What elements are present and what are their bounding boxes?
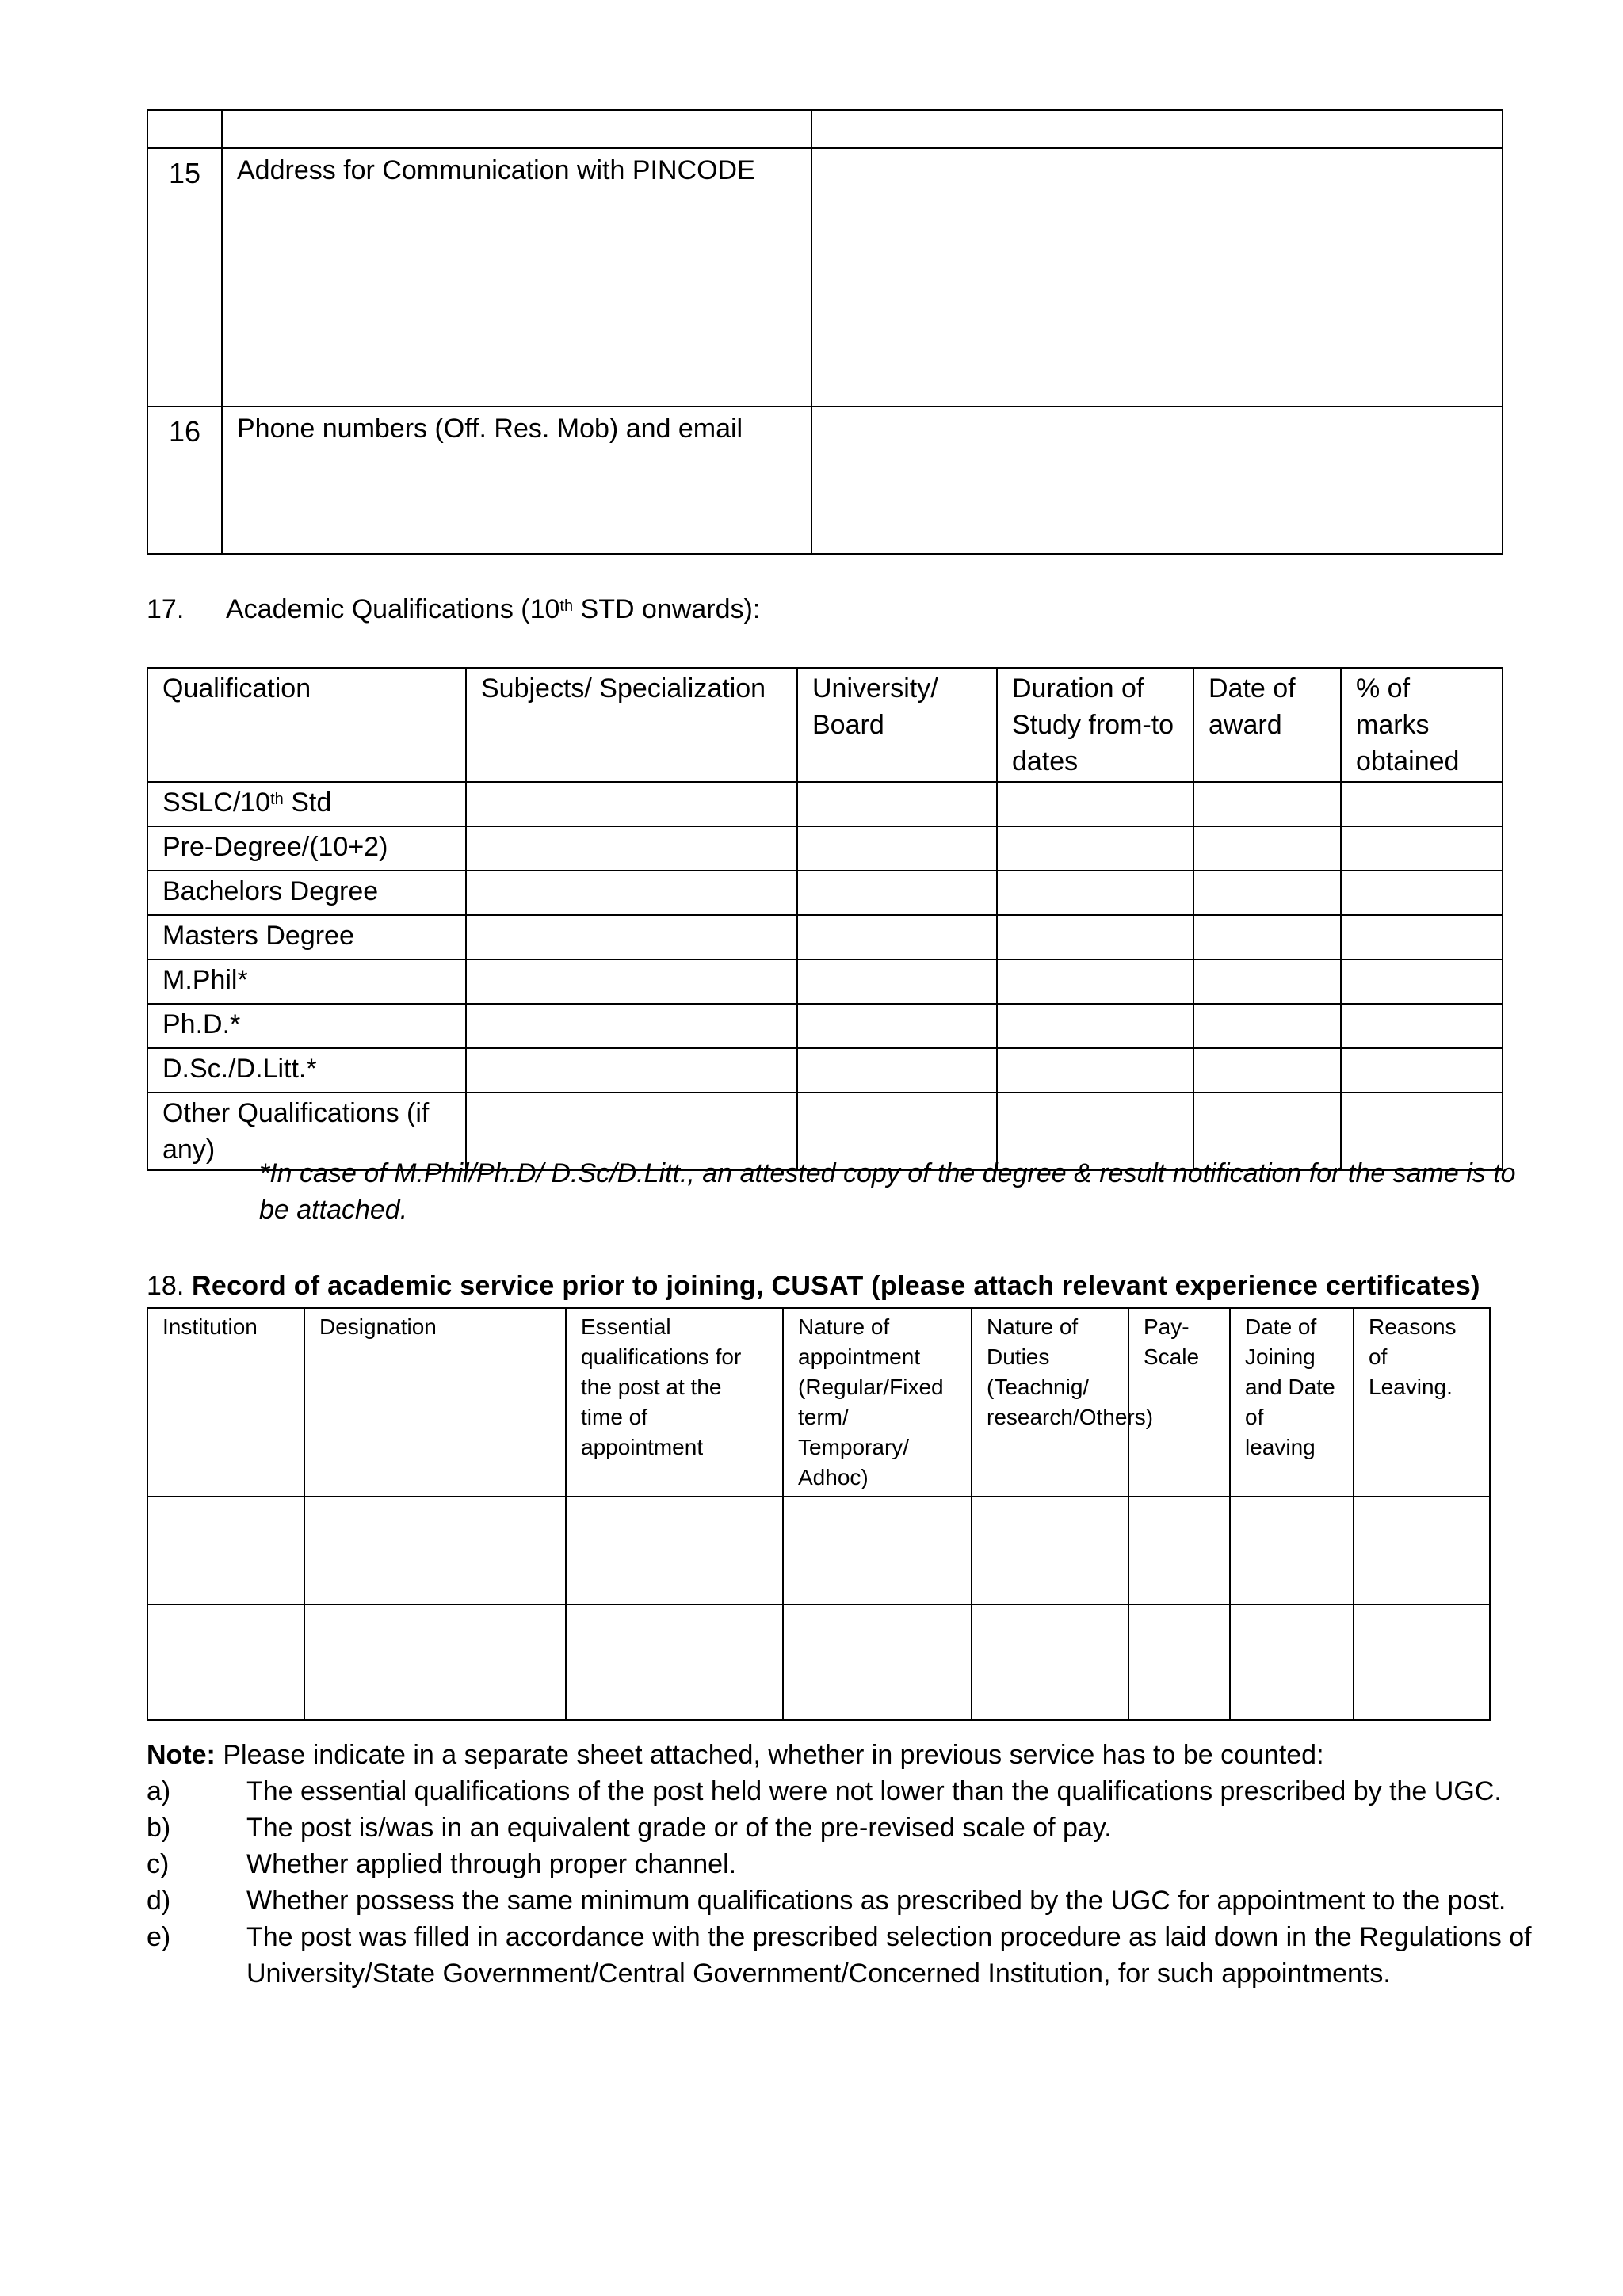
academic-service-table <box>147 1307 1491 1721</box>
answer-cell[interactable] <box>797 782 997 826</box>
academic-qualifications-table <box>147 667 1503 1171</box>
row-label: Phone numbers (Off. Res. Mob) and email <box>222 406 812 554</box>
table-row <box>147 915 1503 959</box>
title-text: STD onwards): <box>573 594 761 624</box>
answer-cell[interactable] <box>797 959 997 1004</box>
table-row <box>147 959 1503 1004</box>
answer-cell[interactable] <box>1193 871 1341 915</box>
list-text: Whether possess the same minimum qualifications as prescribed by the UGC for appointment to the post. <box>246 1886 1507 1916</box>
answer-cell[interactable] <box>997 826 1193 871</box>
answer-cell[interactable] <box>1341 826 1503 871</box>
header-row <box>147 668 1503 782</box>
note-label: Note: <box>147 1740 216 1770</box>
answer-cell[interactable] <box>1230 1497 1354 1604</box>
table-row <box>147 110 1503 148</box>
label-text: SSLC/10 <box>162 788 271 818</box>
row-label: D.Sc./D.Litt.* <box>147 1048 466 1093</box>
answer-cell[interactable] <box>972 1497 1128 1604</box>
answer-cell[interactable] <box>797 1048 997 1093</box>
list-text: The essential qualifications of the post held were not lower than the qualifications prescribed by the UGC. <box>246 1776 1502 1806</box>
row-label: Bachelors Degree <box>147 871 466 915</box>
answer-cell[interactable] <box>466 782 797 826</box>
answer-cell[interactable] <box>566 1604 783 1720</box>
list-item <box>147 1882 1541 1919</box>
answer-cell[interactable] <box>997 871 1193 915</box>
column-header: University/ Board <box>797 668 997 782</box>
column-header: Date of Joining and Date of leaving <box>1230 1308 1354 1497</box>
header-row <box>147 1308 1490 1497</box>
column-header: Duration of Study from-to dates <box>997 668 1193 782</box>
phone-answer-cell[interactable] <box>812 406 1503 554</box>
answer-cell[interactable] <box>147 1497 304 1604</box>
qualifications-footnote: *In case of M.Phil/Ph.D/ D.Sc/D.Litt., an attested copy of the degree & result notification for the same is to be attached. <box>259 1158 1516 1225</box>
row-label: Masters Degree <box>147 915 466 959</box>
row-number: 16 <box>147 406 222 554</box>
table-row <box>147 1004 1503 1048</box>
answer-cell[interactable] <box>466 1048 797 1093</box>
column-header: Subjects/ Specialization <box>466 668 797 782</box>
answer-cell[interactable] <box>147 1604 304 1720</box>
row-label: Address for Communication with PINCODE <box>222 148 812 406</box>
answer-cell[interactable] <box>797 826 997 871</box>
address-answer-cell[interactable] <box>812 148 1503 406</box>
answer-cell[interactable] <box>997 1048 1193 1093</box>
answer-cell[interactable] <box>1193 826 1341 871</box>
answer-cell[interactable] <box>1193 1004 1341 1048</box>
answer-cell[interactable] <box>566 1497 783 1604</box>
answer-cell[interactable] <box>997 959 1193 1004</box>
title-text: Academic Qualifications (10 <box>226 594 560 624</box>
answer-cell[interactable] <box>466 959 797 1004</box>
section-number: 18. <box>147 1271 185 1301</box>
answer-cell[interactable] <box>812 110 1503 148</box>
answer-cell[interactable] <box>797 915 997 959</box>
personal-details-table <box>147 109 1503 555</box>
answer-cell[interactable] <box>466 1004 797 1048</box>
row-label: Pre-Degree/(10+2) <box>147 826 466 871</box>
label-text: Std <box>283 788 332 818</box>
section-title <box>226 594 760 624</box>
answer-cell[interactable] <box>783 1604 972 1720</box>
answer-cell[interactable] <box>797 871 997 915</box>
row-label: Other Qualifications (if any) <box>147 1093 466 1170</box>
column-header: Designation <box>304 1308 566 1497</box>
answer-cell[interactable] <box>304 1604 566 1720</box>
note-intro <box>147 1737 1541 1773</box>
column-header: Qualification <box>147 668 466 782</box>
answer-cell[interactable] <box>972 1604 1128 1720</box>
list-item <box>147 1810 1541 1846</box>
row-label: Ph.D.* <box>147 1004 466 1048</box>
answer-cell[interactable] <box>1193 959 1341 1004</box>
column-header: Essential qualifications for the post at the time of appointment <box>566 1308 783 1497</box>
answer-cell[interactable] <box>466 826 797 871</box>
list-marker: a) <box>147 1776 171 1806</box>
column-header: Reasons of Leaving. <box>1354 1308 1490 1497</box>
answer-cell[interactable] <box>1341 782 1503 826</box>
table-row <box>147 826 1503 871</box>
list-text: The post was filled in accordance with the prescribed selection procedure as laid down in the Regulations of University/State Government/Central Government/Concerned Institution, for such appointments. <box>246 1922 1532 1989</box>
answer-cell[interactable] <box>997 782 1193 826</box>
answer-cell[interactable] <box>797 1004 997 1048</box>
row-label <box>147 782 466 826</box>
label-sup: th <box>270 791 284 808</box>
list-marker: d) <box>147 1886 171 1916</box>
row-number <box>147 110 222 148</box>
answer-cell[interactable] <box>1128 1604 1230 1720</box>
note-section <box>147 1737 1541 1992</box>
title-sup: th <box>559 597 574 615</box>
table-row <box>147 1497 1490 1604</box>
section-title: Record of academic service prior to joining, CUSAT (please attach relevant experience certificates) <box>184 1271 1480 1301</box>
list-text: The post is/was in an equivalent grade or of the pre-revised scale of pay. <box>246 1813 1112 1843</box>
answer-cell[interactable] <box>1341 1004 1503 1048</box>
answer-cell[interactable] <box>1193 915 1341 959</box>
answer-cell[interactable] <box>1354 1604 1490 1720</box>
column-header: Nature of Duties (Teachnig/ research/Others) <box>972 1308 1128 1497</box>
answer-cell[interactable] <box>1341 915 1503 959</box>
answer-cell[interactable] <box>304 1497 566 1604</box>
column-header: Nature of appointment (Regular/Fixed term/ Temporary/ Adhoc) <box>783 1308 972 1497</box>
answer-cell[interactable] <box>997 915 1193 959</box>
table-row <box>147 1604 1490 1720</box>
list-text: Whether applied through proper channel. <box>246 1849 737 1879</box>
answer-cell[interactable] <box>1128 1497 1230 1604</box>
column-header: % of marks obtained <box>1341 668 1503 782</box>
list-marker: b) <box>147 1813 171 1843</box>
section-number: 17. <box>147 594 185 624</box>
column-header: Date of award <box>1193 668 1341 782</box>
table-row <box>147 406 1503 554</box>
section-18-heading <box>147 1269 1480 1302</box>
answer-cell[interactable] <box>466 915 797 959</box>
answer-cell[interactable] <box>466 871 797 915</box>
table-row <box>147 1048 1503 1093</box>
column-header: Pay-Scale <box>1128 1308 1230 1497</box>
answer-cell[interactable] <box>1230 1604 1354 1720</box>
answer-cell[interactable] <box>1341 1048 1503 1093</box>
row-label <box>222 110 812 148</box>
list-item <box>147 1773 1541 1810</box>
table-row <box>147 148 1503 406</box>
table-row <box>147 871 1503 915</box>
answer-cell[interactable] <box>1341 871 1503 915</box>
answer-cell[interactable] <box>1341 959 1503 1004</box>
answer-cell[interactable] <box>783 1497 972 1604</box>
list-item <box>147 1846 1541 1882</box>
list-item <box>147 1919 1541 1992</box>
row-label: M.Phil* <box>147 959 466 1004</box>
section-17-heading <box>147 593 760 626</box>
note-list <box>147 1773 1541 1992</box>
list-marker: c) <box>147 1849 170 1879</box>
note-intro-text: Please indicate in a separate sheet attached, whether in previous service has to be counted: <box>215 1740 1324 1770</box>
column-header: Institution <box>147 1308 304 1497</box>
answer-cell[interactable] <box>997 1004 1193 1048</box>
answer-cell[interactable] <box>1193 1048 1341 1093</box>
table-row <box>147 782 1503 826</box>
answer-cell[interactable] <box>1354 1497 1490 1604</box>
list-marker: e) <box>147 1922 171 1952</box>
row-number: 15 <box>147 148 222 406</box>
answer-cell[interactable] <box>1193 782 1341 826</box>
